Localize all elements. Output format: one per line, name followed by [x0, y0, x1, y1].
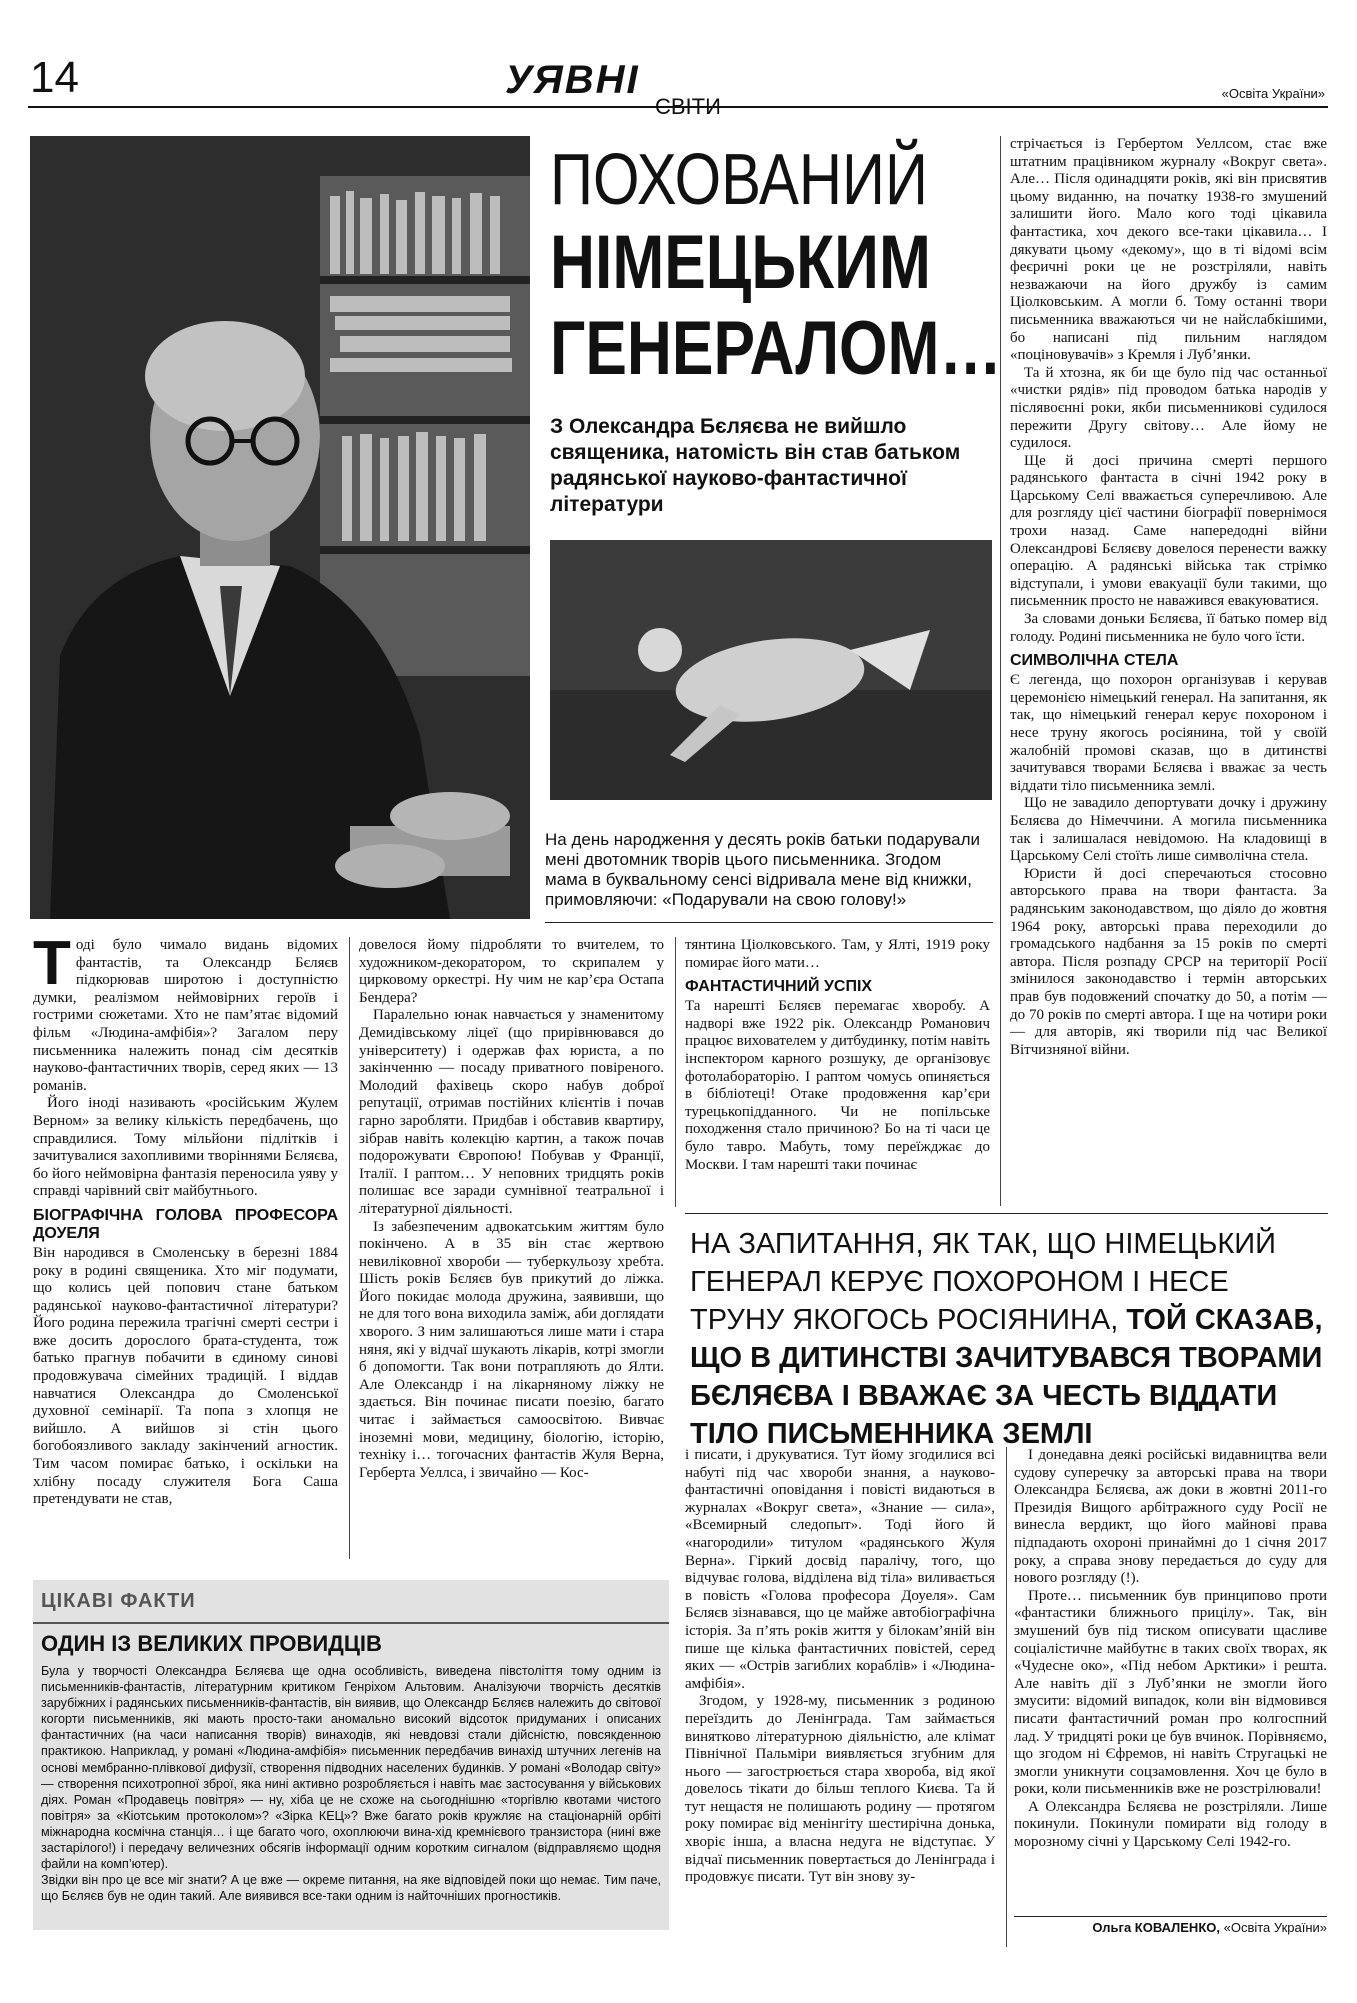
- column-divider-2: [675, 937, 676, 1207]
- facts-paragraph-2: Звідки він про це все міг знати? А це вже — окреме питання, на яке відповідей поки що немає. Тим паче, що Бєляєв був не один такий. Але виявився все-таки одним із найточніших прогностиків.: [41, 1873, 661, 1904]
- column-4-paragraph-6: Що не завадило депортувати дочку і дружину Бєляєва до Німеччини. А могила письменника так і залишалася невідомою. На кладовищі в Царському Селі стоїть лише символічна стела.: [1010, 795, 1327, 865]
- section-logo-bottom: СВІТИ: [655, 94, 721, 119]
- facts-title: ОДИН ІЗ ВЕЛИКИХ ПРОВИДЦІВ: [41, 1631, 382, 1656]
- column-divider-4: [1006, 1447, 1007, 1947]
- pull-quote-light: НА ЗАПИТАННЯ, ЯК ТАК, ЩО НІМЕЦЬКИЙ ГЕНЕРАЛ КЕРУЄ ПОХОРОНОМ І НЕСЕ ТРУНУ ЯКОГОСЬ РОСІЯНИНА,: [690, 1228, 1276, 1336]
- title-line-2: НІМЕЦЬКИМ: [550, 220, 931, 305]
- column-5-paragraph-2: Згодом, у 1928-му, письменник з родиною переїздить до Ленінграда. Там займається винятково літературною діяльністю, але клімат Північної Пальміри виявляється згубним для нього — загострюється стара хвороба, від якої довелось тікати до більш теплого Києва. Та й тут нещастя не полишають родину — протягом року помирає від менінгіту шестирічна донька, хворіє інша, а власна недуга не відступає. У відчаї письменник повертається до Ленінграда і продовжує писати. Тут він знову зу-: [685, 1693, 995, 1886]
- column-divider-3: [1000, 136, 1001, 1206]
- column-3-paragraph-1: тянтина Ціолковського. Там, у Ялті, 1919 року помирає його мати…: [685, 937, 990, 971]
- column-3-paragraph-2: Та нарешті Бєляєв перемагає хворобу. А надворі вже 1922 рік. Олександр Романович працює вихователем у дитбудинку, потім навіть інспектором карного розшуку, де організовує фотолабораторію. І раптом чомусь опиняється в бібліотеці! Отаке продовження кар’єри турецькопідданного. Чи не попільське походження стало причиною? Бо на ті часи це було тавро. Мабуть, тому переїжджає до Москви. І там нарешті таки починає: [685, 998, 990, 1173]
- header-rule: [28, 106, 1328, 108]
- facts-label: ЦІКАВІ ФАКТИ: [41, 1590, 196, 1612]
- author-byline: [1014, 1920, 1327, 1935]
- title-line-1: ПОХОВАНИЙ: [550, 140, 928, 220]
- subhead-symbolic-stele: СИМВОЛІЧНА СТЕЛА: [1010, 652, 1179, 670]
- author-rule: [1014, 1916, 1327, 1917]
- section-logo: [505, 60, 730, 120]
- body-column-3: [685, 937, 990, 1209]
- column-6-paragraph-3: А Олександра Бєляєва не розстріляли. Лише покинули. Покинули помирати від голоду в морозному січні у Царському Селі 1942-го.: [1014, 1798, 1327, 1851]
- facts-paragraph-1: Була у творчості Олександра Бєляєва ще одна особливість, виведена півстоліття тому одним із письменників-фантастів, літературним критиком Генріхом Альтовим. Аналізуючи творчість десятків зарубіжних і радянських письменників-фантастів, він виявив, що Олександр Бєляєв належить до світової когорти письменників, які мають просто-таки аномально високий відсоток придуманих і описаних фантастичних (на часи написання творів) винаходів, які невдовзі стали дійсністю, повсякденною практикою. Наприклад, у романі «Людина-амфібія» письменник передбачив винахід штучних легенів на основі мембранно-плівкової дифузії, створення підводних населених будинків. У романі «Володар світу» — створення психотропної зброї, яка нині активно розробляється і навіть має застосування у військових діях. Роман «Продавець повітря» — ну, хіба це не схоже на сьогоднішню «торгівлю квотами чистого повітря» за «Кіотським протоколом»? «Зірка КЕЦ»? Вже багато років кружляє на стаціонарній орбіті міжнародна космічна станція… і ще багато чого, охоплюючи вина-хід кремнієвого транзистора (нині вже застарілого!) і передачу величезних обсягів інформації одним коротким сигналом (відправляємо щодня файли на комп’ютер).: [41, 1664, 661, 1872]
- column-6-paragraph-1: І донедавна деякі російські видавництва вели судову суперечку за авторські права на твори Олександра Бєляєва, аж доки в жовтні 2011-го Президія Вищого арбітражного суду Росії не винесла вердикт, що його майнові права підпадають охороні принаймні до 1 січня 2017 року, а справа знову передається до суду для нового розгляду (!).: [1014, 1447, 1327, 1587]
- body-column-5: [685, 1447, 995, 1947]
- article-title: [550, 140, 1002, 392]
- column-4-paragraph-1: стрічається із Гербертом Уеллсом, стає вже штатним працівником журналу «Вокруг света». Але… Після одинадцяти років, які він присвятив цьому виданню, на початку 1938-го змушений залишити його. Мало кого тоді цікавила фантастика, хоч декого все-таки цікавила… І дякувати цьому «декому», що в ті відомі всім феєричні роки це не розстріляли, навіть незважаючи на його дружбу із самим Ціолковським. А могли б. Тому останні твори письменника вважаються чи не найслабкішими, бо написані під пильним наглядом «поціновувачів» з Кремля і Луб’янки.: [1010, 136, 1327, 364]
- column-4-paragraph-4: За словами доньки Бєляєва, її батько помер від голоду. Родині письменника не було чого їсти.: [1010, 611, 1327, 645]
- column-2-paragraph-1: довелося йому підробляти то вчителем, то художником-декоратором, то скрипалем у цирковому оркестрі. Ну чим не кар’єра Остапа Бендера?: [359, 937, 664, 1006]
- column-2-paragraph-2: Паралельно юнак навчається у знаменитому Демидівському ліцеї (що прирівнювався до університету) і одержав фах юриста, а по закінченню — посаду приватного повіреного. Молодий фахівець скоро набув доброї репутації, отримав постійних клієнтів і почав гарно заробляти. Придбав і обставив квартиру, зібрав навіть колекцію картин, а також почав подорожувати Європою! Побував у Франції, Італії. І раптом… У неповних тридцять років полишає все заради сумнівної театральної і літературної діяльності.: [359, 1007, 664, 1217]
- column-4-paragraph-2: Та й хтозна, як би ще було під час останньої «чистки рядів» під проводом батька народів у післявоєнні роки, якби письменникові судилося пережити Другу світову… Але йому не судилося.: [1010, 364, 1327, 452]
- column-1-paragraph-1: оді було чимало видань відомих фантастів, та Олександр Бєляєв підкорював широтою і доступністю думки, реалізмом неймовірних героїв і гострими сюжетами. Хто не пам’ятає відомий фільм «Людина-амфібія»? Загалом перу письменника належить понад сім десятків науково-фантастичних творів, серед яких — 13 романів.: [33, 937, 338, 1094]
- column-6-paragraph-2: Проте… письменник був принципово проти «фантастики ближнього прицілу». Так, він змушений був під тиском описувати щасливе соціалістичне майбутнє в таких своїх творах, як «Чудесне око», «Під небом Арктики» і решта. Але навіть дії з Луб’янки не змогли його змусити: відомий випадок, коли він відмовився писати фантастичний роман про колгоспний лад. У тридцяті роки це був вчинок. Порівняємо, що згодом ні Єфремов, ні навіть Стругацькі не змогли уникнути соцзамовлення. Хоч це було в роки, коли письменників вже не розстрілювали!: [1014, 1587, 1327, 1798]
- section-logo-top: УЯВНІ: [505, 58, 640, 102]
- column-4-paragraph-3: Ще й досі причина смерті першого радянського фантаста в січні 1942 року в Царському Селі вважається суперечливою. Але для розгляду цієї частини біографії повернімося трохи назад. Саме напередодні війни Олександрові Бєляєву довелося перенести важку операцію. А радянські війська так стрімко відступали, і умови евакуації були такими, що письменник просто не наважився евакуюватися.: [1010, 452, 1327, 610]
- facts-box: [33, 1580, 669, 1930]
- column-4-paragraph-5: Є легенда, що похорон організував і керував церемонією німецький генерал. На запитання, як так, що німецький генерал керує похороном і несе труну якогось росіянина, той у своїй жалобній промові сказав, що в дитинстві зачитувався творами Бєляєва і вважає за честь віддати тіло письменника землі.: [1010, 672, 1327, 794]
- column-2-paragraph-3: Із забезпеченим адвокатським життям було покінчено. А в 35 він стає жертвою невиліковної хвороби — туберкульозу хребта. Шість років Бєляєв був прикутий до ліжка. Його покидає молода дружина, заявивши, що не для того вона виходила заміж, аби доглядати хворого. З ним залишаються лише мати і стара няня, які у відчаї шукають лікарів, котрі змогли б допомогти. Так вони потрапляють до Ялти. Але Олександр і на лікарняному ліжку не здається. Він починає писати поезію, багато читає і займається самоосвітою. Вивчає іноземні мови, медицину, біологію, історію, техніку і… тогочасних фантастів Жуля Верна, Герберта Уеллса, і звичайно — Кос-: [359, 1218, 664, 1481]
- caption-rule: [545, 922, 993, 923]
- drop-cap: Т: [33, 937, 71, 998]
- column-5-paragraph-1: і писати, і друкуватися. Тут йому згодилися всі набуті під час хвороби знання, а науково-фантастичні оповідання і повісті видаються в журналах «Вокруг света», «Знание — сила», «Всемирный следопыт». Тоді його й «нагородили» титулом «радянського Жуля Верна». Гіркий досвід паралічу, того, що відчуває голова, відділена від тіла» виливається в повість «Голова професора Доуеля». Сам Бєляєв зізнавався, що це майже автобіографічна історія. За п’ять років життя у білокам’яній він пише ще кілька фантастичних повістей, серед яких — «Острів загиблих кораблів» і «Людина-амфібія».: [685, 1447, 995, 1692]
- amphibian-illustration: [550, 540, 992, 800]
- column-1-paragraph-2: Його іноді називають «російським Жулем Верном» за велику кількість передбачень, що справдилися. Тому мільйони підлітків і зачитувалися захопливими творіннями Бєляєва, бо його неймовірна фантазія переносила уяву у справді чарівний світ майбутнього.: [33, 1095, 338, 1200]
- title-line-3: ГЕНЕРАЛОМ…: [550, 306, 1002, 391]
- subhead-fantastic-success: ФАНТАСТИЧНИЙ УСПІХ: [685, 978, 873, 996]
- article-lead: З Олександра Бєляєва не вийшло священика, натомість він став батьком радянської науково-фантастичної літератури: [550, 415, 961, 516]
- column-divider-1: [349, 937, 350, 1559]
- body-column-4: [1010, 136, 1327, 1209]
- author-source: «Освіта України»: [1223, 1920, 1327, 1935]
- author-portrait-photo: [30, 136, 530, 919]
- illustration-caption: На день народження у десять років батьки подарували мені двотомник творів цього письменника. Згодом мама в буквальному сенсі відривала мене від книжки, примовляючи: «Подарували на свою голову!»: [545, 830, 981, 909]
- body-column-2: [359, 937, 664, 1564]
- column-1-paragraph-3: Він народився в Смоленську в березні 1884 року в родині священика. Хто міг подумати, що колись цей попович стане батьком радянської науково-фантастичної літератури? Його родина пережила трагічні смерті сестри і вже досить дорослого брата-студента, тож батько прагнув побачити в єдиному синові продовжувача сімейних традицій. І віддав навчатися Олександра до Смоленської духовної семінарії. Та попа з хлопця не вийшло. А вийшов зі стін цього богобоязливого закладу закінчений агностик. Тим часом помирає батько, і оскільки на хлібну посаду служителя Бога Саша претендувати не став,: [33, 1244, 338, 1508]
- body-column-1: [33, 937, 338, 1564]
- page-number: 14: [30, 53, 79, 102]
- body-column-6: [1014, 1447, 1327, 1877]
- author-name: Ольга КОВАЛЕНКО,: [1092, 1920, 1220, 1935]
- facts-text: [41, 1663, 661, 1904]
- pull-quote: [690, 1225, 1330, 1453]
- pull-quote-bold: ТОЙ СКАЗАВ, ЩО В ДИТИНСТВІ ЗАЧИТУВАВСЯ ТВОРАМИ БЄЛЯЄВА І ВВАЖАЄ ЗА ЧЕСТЬ ВІДДАТИ ТІЛО ПИСЬМЕННИКА ЗЕМЛІ: [690, 1304, 1323, 1450]
- facts-label-rule: [33, 1622, 669, 1624]
- column-4-paragraph-7: Юристи й досі сперечаються стосовно авторського права на твори фантаста. За радянським законодавством, що діяло до жовтня 1964 року, авторські права переходили до громадського надбання за 15 років по смерті автора. Після розпаду СРСР на території Росії змінилося законодавство і термін авторських прав був подовжений спочатку до 50, а потім — до 70 років по смерті автора. І ще на чотири роки — для авторів, які творили під час Великої Вітчизняної війни.: [1010, 865, 1327, 1058]
- pull-quote-top-rule: [685, 1213, 1328, 1214]
- publication-source: «Освіта України»: [1221, 86, 1325, 101]
- subhead-biographical-head: БІОГРАФІЧНА ГОЛОВА ПРОФЕСОРА ДОУЕЛЯ: [33, 1206, 338, 1242]
